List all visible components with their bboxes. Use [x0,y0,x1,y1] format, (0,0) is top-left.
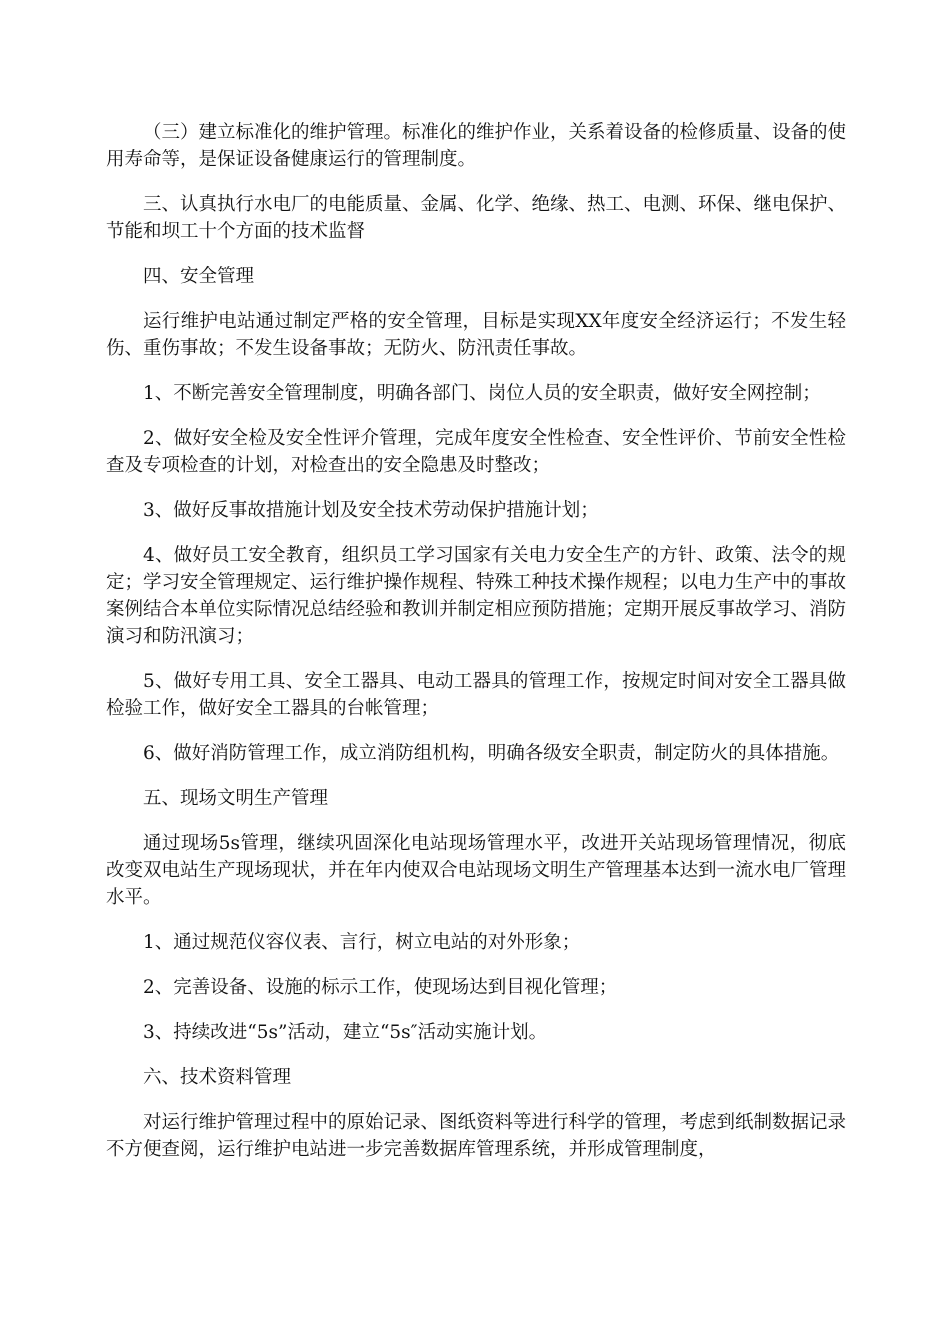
paragraph-maintenance-standardization: （三）建立标准化的维护管理。标准化的维护作业，关系着设备的检修质量、设备的使用寿命等，是保证设备健康运行的管理制度。 [106,122,847,170]
list-item-onsite-3: 3、持续改进“5s”活动，建立“5s″活动实施计划。 [143,1022,548,1043]
list-item-safety-3: 3、做好反事故措施计划及安全技术劳动保护措施计划； [143,500,599,521]
section-heading-safety: 四、安全管理 [143,266,255,287]
list-item-onsite-1: 1、通过规范仪容仪表、言行，树立电站的对外形象； [143,932,581,953]
section-heading-tech-docs: 六、技术资料管理 [143,1067,292,1088]
list-item-onsite-2: 2、完善设备、设施的标示工作，使现场达到目视化管理； [143,977,618,998]
list-item-safety-6: 6、做好消防管理工作，成立消防组机构，明确各级安全职责，制定防火的具体措施。 [143,743,840,764]
list-item-safety-1: 1、不断完善安全管理制度，明确各部门、岗位人员的安全职责，做好安全网控制； [143,383,821,404]
paragraph-5s-management: 通过现场5s管理，继续巩固深化电站现场管理水平，改进开关站现场管理情况，彻底改变双电站生产现场现状，并在年内使双合电站现场文明生产管理基本达到一流水电厂管理水平。 [106,833,847,908]
paragraph-tech-docs: 对运行维护管理过程中的原始记录、图纸资料等进行科学的管理，考虑到纸制数据记录不方便查阅，运行维护电站进一步完善数据库管理系统，并形成管理制度， [106,1112,847,1160]
paragraph-technical-supervision: 三、认真执行水电厂的电能质量、金属、化学、绝缘、热工、电测、环保、继电保护、节能和坝工十个方面的技术监督 [106,194,847,242]
paragraph-safety-goal: 运行维护电站通过制定严格的安全管理，目标是实现XX年度安全经济运行；不发生轻伤、重伤事故；不发生设备事故；无防火、防汛责任事故。 [106,311,846,359]
list-item-safety-4: 4、做好员工安全教育，组织员工学习国家有关电力安全生产的方针、政策、法令的规定；学习安全管理规定、运行维护操作规程、特殊工种技术操作规程；以电力生产中的事故案例结合本单位实际情况总结经验和教训并制定相应预防措施；定期开展反事故学习、消防演习和防汛演习； [106,545,847,647]
section-heading-onsite: 五、现场文明生产管理 [143,788,329,809]
document-page [106,119,846,1181]
list-item-safety-2: 2、做好安全检及安全性评介管理，完成年度安全性检查、安全性评价、节前安全性检查及专项检查的计划，对检查出的安全隐患及时整改； [106,428,846,476]
list-item-safety-5: 5、做好专用工具、安全工器具、电动工器具的管理工作，按规定时间对安全工器具做检验工作，做好安全工器具的台帐管理； [106,671,846,719]
